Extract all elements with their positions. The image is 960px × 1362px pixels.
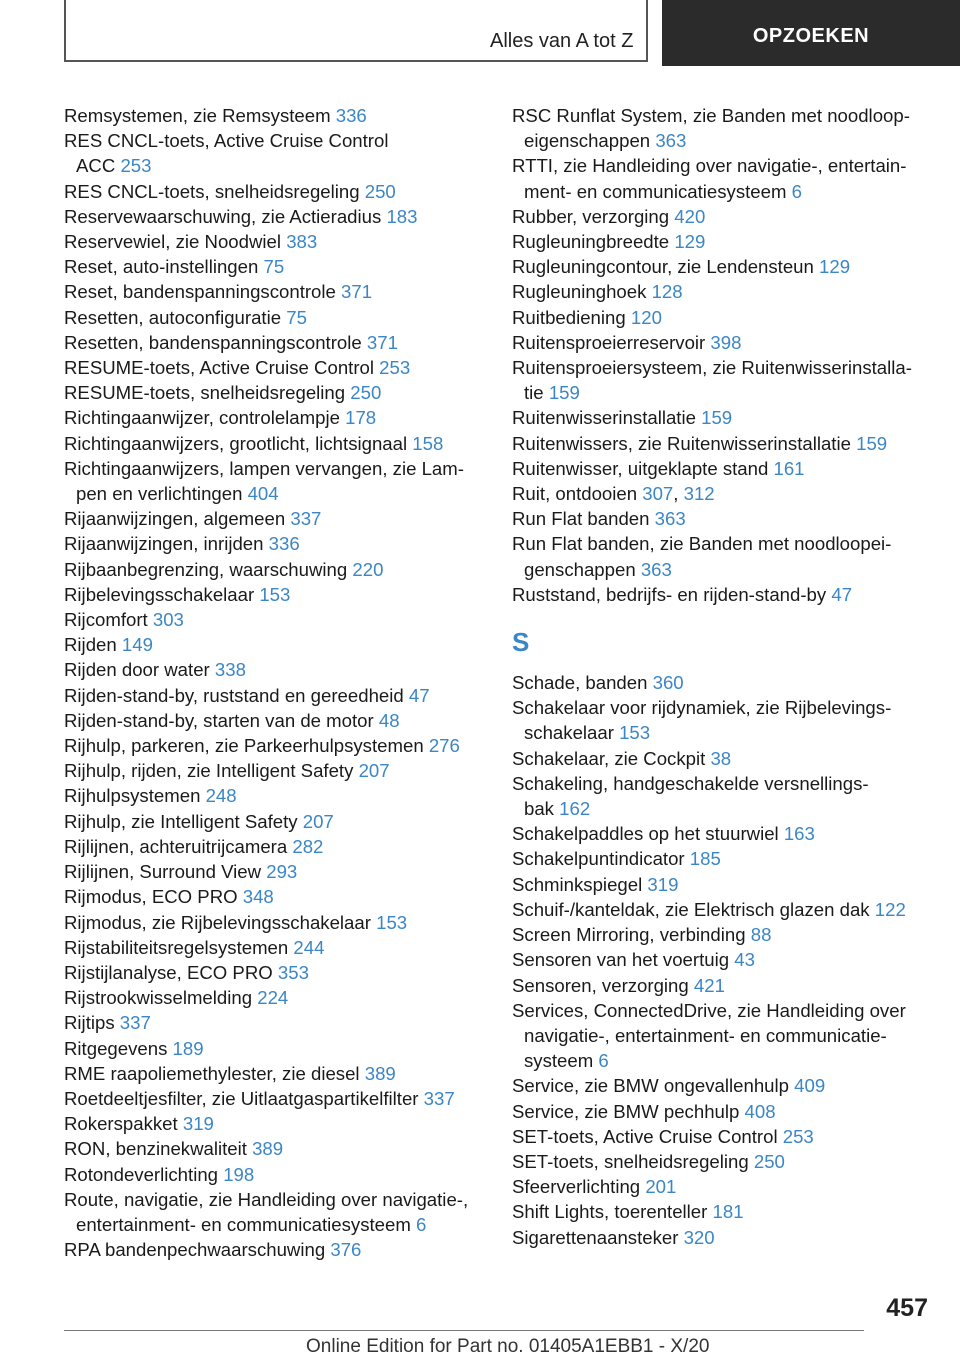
entry-term: Richtingaanwijzers, grootlicht, lichtsignaal [64,432,413,454]
page-link[interactable]: 189 [172,1037,204,1059]
entry-term: Rugleuninghoek [512,281,652,303]
index-entry [64,910,484,935]
entry-term: Rijden-stand-by, ruststand en gereedheid [64,684,409,706]
page-link[interactable]: 122 [874,898,906,920]
entry-term: Ruitenwisser, uitgeklapte stand [512,457,774,479]
page-link[interactable]: 371 [366,331,398,353]
entry-term: Rijhulp, rijden, zie Intelligent Safety [64,760,359,782]
page-link[interactable]: 389 [252,1138,284,1160]
entry-term: Screen Mirroring, verbinding [512,924,751,946]
entry-term: Shift Lights, toerenteller [512,1201,713,1223]
page-link[interactable]: 48 [378,709,400,731]
page-link[interactable]: 338 [214,659,246,681]
index-entry [64,456,484,506]
entry-term: Rotondeverlichting [64,1163,224,1185]
entry-term: Schuif-/kanteldak, zie Elektrisch glazen dak [512,898,875,920]
page-link[interactable]: 185 [689,848,721,870]
index-entry [512,279,932,304]
entry-term: Rijmodus, ECO PRO [64,886,243,908]
page-link[interactable]: 421 [693,974,725,996]
index-entry [512,355,932,405]
page-link[interactable]: 409 [794,1075,826,1097]
entry-term: Schminkspiegel [512,873,648,895]
page-link[interactable]: 276 [428,735,460,757]
entry-term: Rijbelevingsschakelaar [64,583,260,605]
entry-term: Schakelaar voor rijdynamiek, zie Rijbelevings- [512,697,892,719]
index-entry [64,859,484,884]
entry-term: SET-toets, Active Cruise Control [512,1125,783,1147]
index-entry [512,1099,932,1124]
index-entry [64,582,484,607]
index-column-left [64,103,484,1262]
index-entry [64,431,484,456]
index-group-s [512,670,932,1250]
index-entry [512,821,932,846]
page-link[interactable]: 120 [630,306,662,328]
entry-term: Rubber, verzorging [512,205,675,227]
index-entry [512,531,932,581]
index-entry [512,254,932,279]
index-entry [64,1036,484,1061]
index-entry [64,758,484,783]
entry-term: Roetdeeltjesfilter, zie Uitlaatgaspartikelfilter [64,1087,424,1109]
page-link[interactable]: 6 [791,180,802,202]
entry-term: Ruitenwissers, zie Ruitenwisserinstallatie [512,432,857,454]
page-link[interactable]: 253 [379,357,411,379]
index-group-r [512,103,932,607]
entry-term-continued: ment- en communicatiesysteem [524,180,792,202]
page-link[interactable]: 207 [302,810,334,832]
page-number: 457 [886,1294,928,1322]
entry-term: Rijtips [64,1012,120,1034]
entry-term: RON, benzinekwaliteit [64,1138,253,1160]
entry-term: Sensoren, verzorging [512,974,694,996]
entry-term: RTTI, zie Handleiding over navigatie-, entertain- [512,155,907,177]
index-entry [512,431,932,456]
index-entry [64,506,484,531]
entry-term-continued: entertainment- en communicatiesysteem [76,1213,416,1235]
entry-term: Ruitensproeiersysteem, zie Ruitenwisserinstalla- [512,357,912,379]
page-link[interactable]: 253 [782,1125,814,1147]
index-entry [512,1174,932,1199]
index-entry: Ruit, ontdooien 307, 312 [512,483,715,505]
page-link[interactable]: 250 [350,382,382,404]
index-entry [512,1124,932,1149]
entry-term-continued: systeem [524,1050,599,1072]
index-entry [64,204,484,229]
page-link[interactable]: 353 [277,961,309,983]
page-link[interactable]: 224 [257,987,289,1009]
index-entry [512,947,932,972]
entry-term: Resetten, autoconfiguratie [64,306,287,328]
index-entry [512,695,932,745]
page-link[interactable]: 201 [645,1176,677,1198]
index-entry [64,783,484,808]
page-link[interactable]: 363 [640,558,672,580]
page-link[interactable]: 161 [773,457,805,479]
index-entry [64,1136,484,1161]
index-entry [64,531,484,556]
page-link[interactable]: 163 [783,823,815,845]
entry-term: Ruitensproeierreservoir [512,331,711,353]
entry-term: Rijden door water [64,659,215,681]
entry-term: Schakelpaddles op het stuurwiel [512,823,784,845]
page-link[interactable]: 293 [266,861,298,883]
index-entry [512,153,932,203]
index-entry [512,670,932,695]
entry-term-continued: ACC [76,155,121,177]
page-link[interactable]: 250 [364,180,396,202]
index-entry [512,456,932,481]
index-entry [512,973,932,998]
entry-term: Rijstijlanalyse, ECO PRO [64,961,278,983]
index-entry [64,1086,484,1111]
page-link[interactable]: 129 [819,256,851,278]
entry-term: Richtingaanwijzers, lampen vervangen, zie Lam- [64,457,464,479]
index-entry [64,1061,484,1086]
entry-term: Rijaanwijzingen, inrijden [64,533,269,555]
entry-term: SET-toets, snelheidsregeling [512,1150,754,1172]
page-link[interactable]: 360 [652,672,684,694]
entry-term: Ruststand, bedrijfs- en rijden-stand-by [512,583,832,605]
page-link[interactable]: 162 [559,798,591,820]
footer-divider [64,1330,864,1331]
page-link[interactable]: 303 [152,609,184,631]
entry-term: Service, zie BMW pechhulp [512,1100,745,1122]
entry-term-continued: tie [524,382,549,404]
entry-term: RME raapoliemethylester, zie diesel [64,1062,365,1084]
page-link[interactable]: 129 [674,231,706,253]
index-entry [64,557,484,582]
index-entry [512,1149,932,1174]
page-link[interactable]: 244 [293,936,325,958]
entry-term: Reservewaarschuwing, zie Actieradius [64,205,387,227]
index-entry [512,746,932,771]
page-link[interactable]: 248 [205,785,237,807]
index-entry [64,128,484,178]
page-link[interactable]: 336 [335,105,367,126]
entry-term: Rijden [64,634,122,656]
index-column-right [512,103,932,1250]
page-link[interactable]: 47 [408,684,430,706]
index-entry [64,229,484,254]
entry-term-continued: genschappen [524,558,641,580]
entry-term-continued: bak [524,798,560,820]
entry-term-continued: eigenschappen [524,130,656,152]
entry-term: Ruitenwisserinstallatie [512,407,702,429]
index-entry [512,922,932,947]
entry-term: Rijhulp, zie Intelligent Safety [64,810,303,832]
index-entry [64,103,484,128]
page-link[interactable]: 371 [341,281,373,303]
entry-term-continued: navigatie-, entertainment- en communicatie- [524,1024,887,1046]
page-link[interactable]: 319 [182,1113,214,1135]
entry-term: Rijhulpsystemen [64,785,206,807]
index-entry [64,1111,484,1136]
index-entry [64,985,484,1010]
index-entry [64,279,484,304]
page-link[interactable]: 420 [674,205,706,227]
page-link[interactable]: 363 [655,130,687,152]
page-link[interactable]: 75 [286,306,307,328]
page-link[interactable]: 337 [119,1012,151,1034]
entry-term: Reset, auto-instellingen [64,256,264,278]
entry-term: Rokerspakket [64,1113,183,1135]
entry-term: Rijlijnen, Surround View [64,861,267,883]
page-link[interactable]: 207 [358,760,390,782]
page-link[interactable]: 320 [683,1226,715,1248]
entry-term: Rijcomfort [64,609,153,631]
index-entry [64,809,484,834]
entry-term: Rijstabiliteitsregelsystemen [64,936,294,958]
page-link[interactable]: 198 [223,1163,255,1185]
entry-term: Run Flat banden [512,508,655,530]
entry-term-continued: pen en verlichtingen [76,483,248,505]
page-link[interactable]: 389 [364,1062,396,1084]
page-link[interactable]: 307 [642,483,674,505]
page-link[interactable]: 153 [259,583,291,605]
entry-term: Rugleuningbreedte [512,231,675,253]
page-link[interactable]: 183 [386,205,418,227]
index-entry [512,846,932,871]
page-link[interactable]: 38 [710,747,732,769]
entry-term: Ruit, ontdooien [512,483,643,505]
page-link[interactable]: 159 [701,407,733,429]
page-link[interactable]: 159 [548,382,580,404]
index-entry [512,872,932,897]
page-link[interactable]: 181 [712,1201,744,1223]
page-link[interactable]: 153 [619,722,651,744]
page-link[interactable]: 43 [734,949,755,971]
page-link[interactable]: 88 [750,924,772,946]
entry-term: Schade, banden [512,672,653,694]
entry-term: Schakelpuntindicator [512,848,690,870]
index-entry [64,657,484,682]
index-entry [512,582,932,607]
index-entry [64,834,484,859]
index-entry [64,884,484,909]
entry-term: Rijden-stand-by, starten van de motor [64,709,379,731]
entry-term: Richtingaanwijzer, controlelampje [64,407,346,429]
entry-term: RES CNCL-toets, Active Cruise Control [64,130,389,152]
entry-term: RESUME-toets, snelheidsregeling [64,382,351,404]
index-entry [512,1225,932,1250]
index-entry [64,179,484,204]
page-link[interactable]: 128 [651,281,683,303]
index-entry [64,1162,484,1187]
page-link[interactable]: 6 [416,1213,427,1235]
index-entry [64,607,484,632]
tab-alphabetical-index[interactable]: Alles van A tot Z [490,30,634,52]
entry-term: Service, zie BMW ongevallenhulp [512,1075,795,1097]
page-link[interactable]: 47 [831,583,853,605]
index-entry [64,708,484,733]
page-link[interactable]: 348 [242,886,274,908]
entry-term: Sigarettenaansteker [512,1226,684,1248]
page-link[interactable]: 337 [290,508,322,530]
entry-term: RES CNCL-toets, snelheidsregeling [64,180,365,202]
index-entry [512,204,932,229]
page-link[interactable]: 6 [598,1050,609,1072]
page-link[interactable]: 312 [683,483,715,505]
entry-term: Run Flat banden, zie Banden met noodloopei- [512,533,892,555]
page-link[interactable]: 178 [345,407,377,429]
page-link[interactable]: 153 [376,911,408,933]
index-entry [64,1010,484,1035]
index-entry [64,683,484,708]
page-link[interactable]: 159 [856,432,888,454]
page-link[interactable]: 149 [121,634,153,656]
index-entry [64,632,484,657]
page-link[interactable]: 250 [753,1150,785,1172]
entry-term: Services, ConnectedDrive, zie Handleiding over [512,999,906,1021]
entry-term: Sfeerverlichting [512,1176,646,1198]
index-entry [512,998,932,1074]
index-entry [512,330,932,355]
entry-term: RSC Runflat System, zie Banden met noodloop- [512,105,910,126]
entry-term: Ritgegevens [64,1037,173,1059]
index-entry [512,1073,932,1098]
section-letter: S [512,627,530,658]
index-entry [512,897,932,922]
entry-term: Remsystemen, zie Remsysteem [64,105,336,126]
page-link[interactable]: 75 [263,256,285,278]
entry-term: Reservewiel, zie Noodwiel [64,231,287,253]
index-entry [512,405,932,430]
entry-term: Ruitbediening [512,306,631,328]
entry-term: Rijlijnen, achteruitrijcamera [64,835,293,857]
index-entry [64,305,484,330]
entry-term: Rijhulp, parkeren, zie Parkeerhulpsystemen [64,735,429,757]
index-entry [64,405,484,430]
page-link[interactable]: 220 [352,558,384,580]
index-entry [512,1199,932,1224]
page-link[interactable]: 336 [268,533,300,555]
index-entry [64,935,484,960]
index-entry [64,330,484,355]
entry-term: Sensoren van het voertuig [512,949,735,971]
page-link[interactable]: 337 [423,1087,455,1109]
page-link[interactable]: 363 [654,508,686,530]
page-link[interactable]: 376 [330,1239,362,1261]
index-entry [64,355,484,380]
index-entry [64,960,484,985]
entry-term: Schakelaar, zie Cockpit [512,747,711,769]
index-entry [64,733,484,758]
index-entry [512,305,932,330]
tab-search[interactable]: OPZOEKEN [662,0,960,66]
footer-edition: Online Edition for Part no. 01405A1EBB1 - X/20 [306,1336,710,1357]
index-entry [512,506,932,531]
entry-term: RESUME-toets, Active Cruise Control [64,357,380,379]
entry-term: Rijstrookwisselmelding [64,987,258,1009]
entry-term: Rijmodus, zie Rijbelevingsschakelaar [64,911,377,933]
page-link[interactable]: 319 [647,873,679,895]
index-entry [64,380,484,405]
page-link[interactable]: 404 [247,483,279,505]
entry-term: Schakeling, handgeschakelde versnellings- [512,772,869,794]
index-entry [512,229,932,254]
entry-term: Route, navigatie, zie Handleiding over navigatie-, [64,1188,469,1210]
entry-term: RPA bandenpechwaarschuwing [64,1239,331,1261]
index-entry [64,1237,484,1262]
index-entry [512,103,932,153]
page-link[interactable]: 383 [286,231,318,253]
page-link[interactable]: 158 [412,432,444,454]
page-link[interactable]: 253 [120,155,152,177]
entry-term-continued: schakelaar [524,722,620,744]
index-entry [64,1187,484,1237]
entry-term: Resetten, bandenspanningscontrole [64,331,367,353]
page-link[interactable]: 398 [710,331,742,353]
index-entry [64,254,484,279]
entry-term: Rijaanwijzingen, algemeen [64,508,291,530]
entry-term: Rijbaanbegrenzing, waarschuwing [64,558,353,580]
index-entry [512,771,932,821]
page-link[interactable]: 282 [292,835,324,857]
entry-term: Reset, bandenspanningscontrole [64,281,342,303]
entry-term: Rugleuningcontour, zie Lendensteun [512,256,820,278]
page-link[interactable]: 408 [744,1100,776,1122]
